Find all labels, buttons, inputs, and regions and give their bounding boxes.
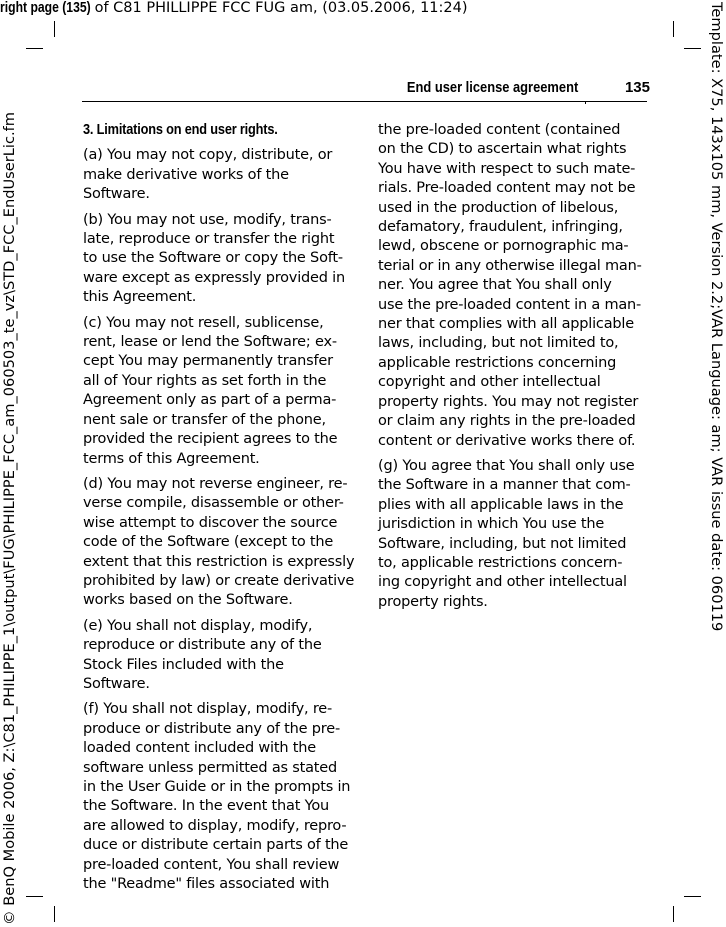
copyright-path-text: © BenQ Mobile 2006, Z:\C81_PHILIPPE_1\output\FUG\PHILIPPE_FCC_am_060503_te_vz\STD_FCC_EndUserLic.fm bbox=[1, 112, 18, 925]
print-header-page: right page (135) bbox=[0, 0, 91, 16]
paragraph-d: (d) You may not reverse engineer, re- verse compile, disassemble or other- wise attempt to discover the source code of the Software (except to the extent that this restriction is expressly prohibited by law) or create derivative works based on the Software. bbox=[83, 475, 355, 609]
paragraph-a: (a) You may not copy, distribute, or make derivative works of the Software. bbox=[83, 147, 333, 203]
paragraph-g: (g) You agree that You shall only use the Software in a manner that com- plies with all applicable laws in the jurisdiction in which You use the Software, including, but not limited to, applicable restrictions concern- ing copyright and other intellectual property rights. bbox=[378, 457, 635, 610]
page-title: End user license agreement bbox=[406, 79, 578, 96]
paragraph-c: (c) You may not resell, sublicense, rent, lease or lend the Software; ex- cept You may permanently transfer all of Your rights as set forth in the Agreement only as part of a perma- nent sale or transfer of the phone, provided the recipient agrees to the terms of this Agreement. bbox=[83, 314, 338, 467]
paragraph-b: (b) You may not use, modify, trans- late, reproduce or transfer the right to use the Software or copy the Soft- ware except as expressly provided in this Agreement. bbox=[83, 211, 345, 306]
paragraph-e: (e) You shall not display, modify, reproduce or distribute any of the Stock Files included with the Software. bbox=[83, 617, 322, 692]
header-rule bbox=[82, 101, 647, 102]
crop-mark-top-right-v bbox=[673, 21, 674, 37]
right-column bbox=[378, 121, 650, 618]
crop-mark-top-left-h bbox=[26, 48, 43, 49]
crop-mark-bottom-left-v bbox=[54, 906, 55, 922]
crop-mark-bottom-left-h bbox=[26, 896, 43, 897]
crop-mark-bottom-right-v bbox=[673, 906, 674, 922]
crop-mark-top-right-h bbox=[684, 48, 701, 49]
template-info-text: Template: X75, 143x105 mm, Version 2.2;VAR Language: am; VAR issue date: 060119 bbox=[708, 2, 725, 632]
crop-mark-bottom-right-h bbox=[684, 896, 701, 897]
page-number: 135 bbox=[624, 79, 650, 96]
page-header bbox=[360, 79, 650, 99]
paragraph-f-continued: the pre-loaded content (contained on the CD) to ascertain what rights You have with respect to such mate- rials. Pre-loaded content may not be used in the production of libelous, defamatory, fraudulent, infringing, lewd, obscene or pornographic ma- terial or in any otherwise illegal man- ner. You agree that You shall only use the pre-loaded content in a man- ner that complies with all applicable laws, including, but not limited to, applicable restrictions concerning copyright and other intellectual property rights. You may not register or claim any rights in the pre-loaded content or derivative works there of. bbox=[378, 122, 642, 449]
header-rule-tick bbox=[585, 102, 586, 104]
crop-mark-top-left-v bbox=[54, 21, 55, 37]
left-column bbox=[83, 121, 355, 900]
print-header bbox=[0, 0, 720, 16]
section-heading: 3. Limitations on end user rights. bbox=[83, 122, 278, 138]
print-header-info: of C81 PHILLIPPE FCC FUG am, (03.05.2006, 11:24) bbox=[89, 0, 468, 16]
paragraph-f: (f) You shall not display, modify, re- produce or distribute any of the pre- loaded content included with the software unless permitted as stated in the User Guide or in the prompts in the Software. In the event that You are allowed to display, modify, repro- duce or distribute certain parts of the pre-loaded content, You shall review the "Readme" files associated with bbox=[83, 701, 351, 893]
